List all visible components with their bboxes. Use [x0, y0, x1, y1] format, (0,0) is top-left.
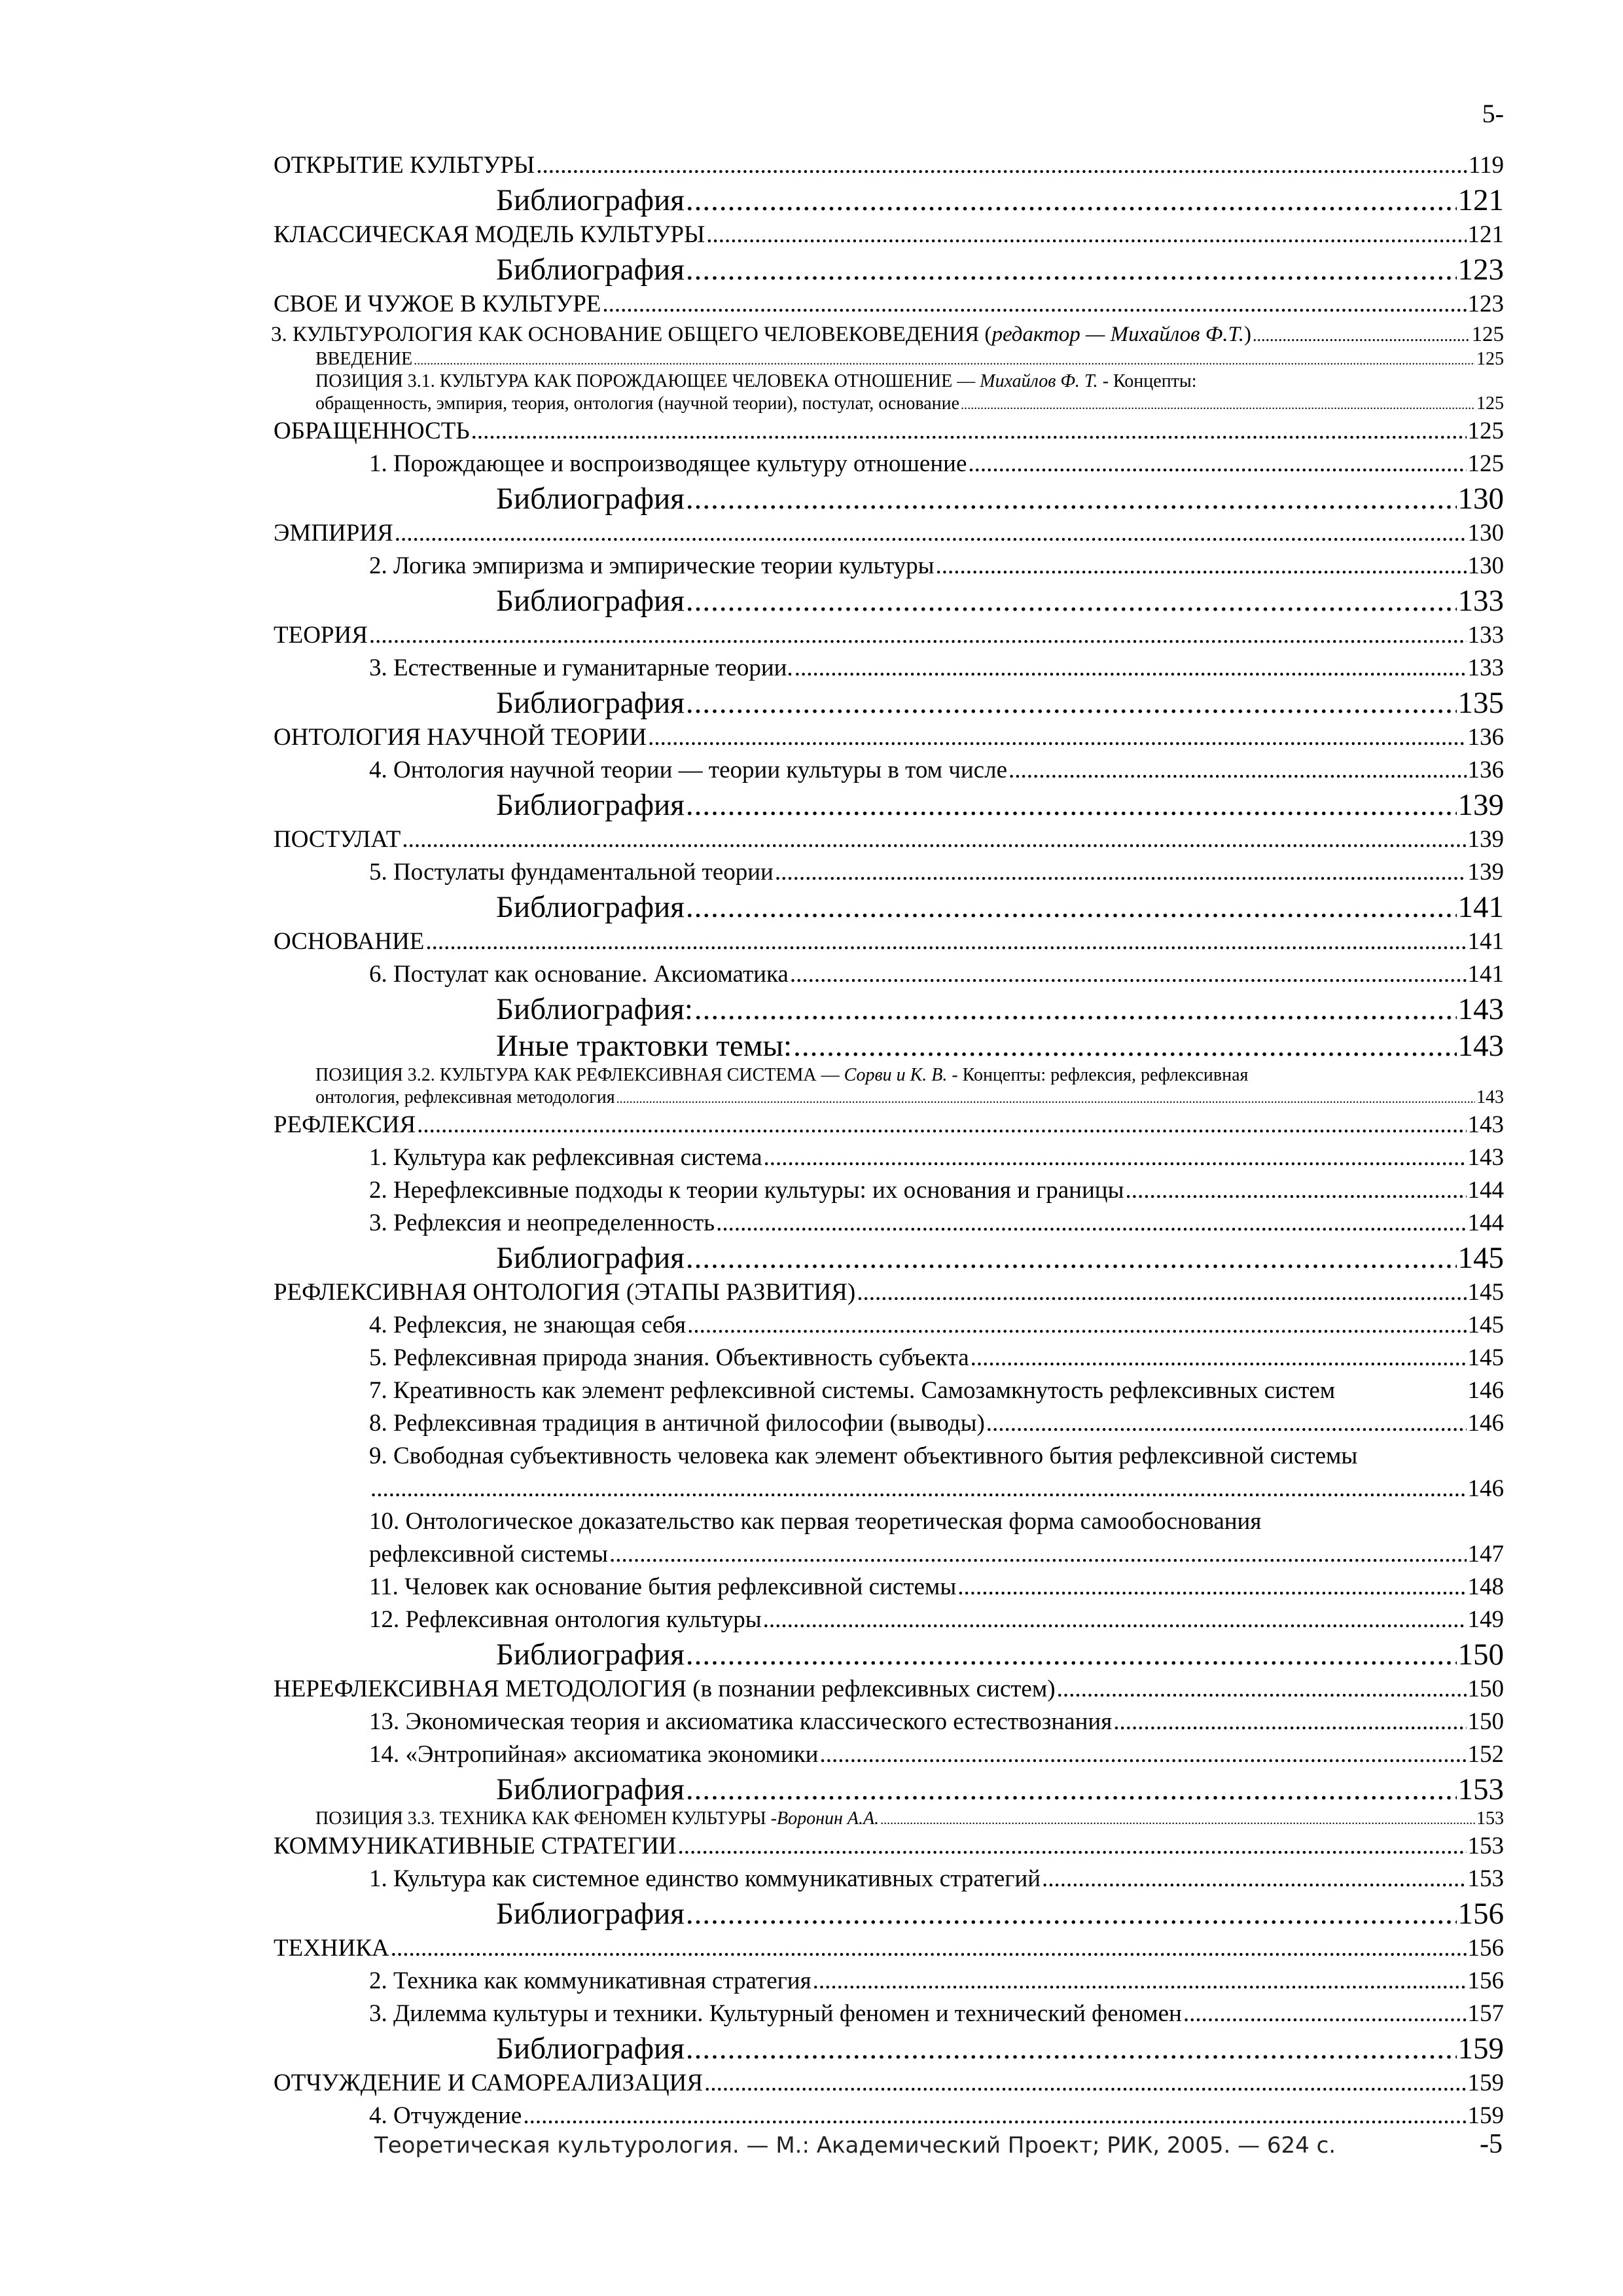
toc-entry[interactable] — [274, 1141, 1504, 1174]
toc-entry-title: ОТКРЫТИЕ КУЛЬТУРЫ — [274, 152, 535, 179]
toc-entry-page: 156 — [1467, 1967, 1504, 1994]
dot-leader — [369, 619, 1467, 652]
toc-entry-title: ТЕОРИЯ — [274, 622, 368, 649]
dot-leader — [694, 991, 1457, 1028]
toc-entry[interactable] — [274, 2067, 1504, 2100]
toc-entry[interactable] — [274, 1771, 1504, 1808]
dot-leader — [686, 1636, 1457, 1673]
toc-entry-title: Библиография — [496, 1241, 685, 1275]
toc-entry-title: Библиография — [496, 482, 685, 516]
toc-entry-page: 143 — [1457, 1029, 1504, 1063]
toc-entry-title: ПОЗИЦИЯ 3.1. КУЛЬТУРА КАК ПОРОЖДАЮЩЕЕ ЧЕЛОВЕКА ОТНОШЕНИЕ — Михайлов Ф. Т. - Концепты: — [315, 371, 1197, 391]
toc-entry[interactable] — [274, 652, 1504, 685]
toc-entry-page: 159 — [1457, 2032, 1504, 2066]
toc-entry[interactable] — [274, 619, 1504, 652]
toc-entry[interactable] — [274, 2100, 1504, 2132]
dot-leader — [686, 480, 1457, 517]
toc-entry-title: онтология, рефлексивная методология — [315, 1087, 615, 1107]
toc-entry-title: рефлексивной системы — [369, 1541, 608, 1568]
dot-leader — [370, 1473, 1467, 1505]
toc-entry-page: 139 — [1457, 788, 1504, 822]
dot-leader — [471, 415, 1467, 448]
dot-leader — [686, 1895, 1457, 1932]
toc-entry-page: 119 — [1468, 152, 1504, 179]
toc-entry-page: 150 — [1457, 1638, 1504, 1672]
toc-entry-title: обращенность, эмпирия, теория, онтология (научной теории), постулат, основание — [315, 393, 960, 414]
toc-entry-title: Библиография — [496, 686, 685, 720]
toc-entry-page: 141 — [1457, 890, 1504, 924]
dot-leader — [686, 787, 1457, 823]
dot-leader — [1253, 322, 1470, 350]
toc-entry[interactable] — [274, 1538, 1504, 1571]
toc-entry-title: 5. Рефлексивная природа знания. Объективность субъекта — [369, 1344, 969, 1371]
toc-entry-title: НЕРЕФЛЕКСИВНАЯ МЕТОДОЛОГИЯ (в познании рефлексивных систем) — [274, 1676, 1056, 1702]
toc-entry[interactable] — [274, 1738, 1504, 1771]
toc-entry[interactable] — [274, 1808, 1504, 1830]
toc-entry-page: 153 — [1476, 1808, 1504, 1829]
toc-entry[interactable] — [274, 1086, 1504, 1109]
toc-entry[interactable] — [274, 1505, 1504, 1538]
toc-entry-page: 133 — [1467, 655, 1504, 681]
footer-citation: Теоретическая культурология. — М.: Академический Проект; РИК, 2005. — 624 с. — [374, 2132, 1336, 2159]
toc-entry-page: 123 — [1457, 253, 1504, 287]
dot-leader — [414, 350, 1475, 372]
dot-leader — [616, 1088, 1475, 1110]
toc-entry-title: 13. Экономическая теория и аксиоматика классического естествознания — [369, 1708, 1113, 1735]
dot-leader — [968, 448, 1466, 480]
toc-entry-page: 133 — [1457, 584, 1504, 618]
dot-leader — [763, 1604, 1467, 1636]
toc-entry[interactable] — [274, 721, 1504, 754]
header-page-number: 5- — [1482, 99, 1504, 128]
dot-leader — [986, 1407, 1467, 1440]
dot-leader — [602, 288, 1466, 321]
toc-entry-title: 2. Логика эмпиризма и эмпирические теории культуры — [369, 552, 935, 579]
dot-leader — [609, 1538, 1467, 1571]
dot-leader — [961, 394, 1475, 416]
dot-leader — [813, 1965, 1467, 1998]
toc-entry-title: РЕФЛЕКСИВНАЯ ОНТОЛОГИЯ (ЭТАПЫ РАЗВИТИЯ) — [274, 1279, 856, 1306]
toc-entry-page: 149 — [1467, 1606, 1504, 1633]
toc-entry[interactable] — [274, 550, 1504, 583]
toc-entry-title: ОСНОВАНИЕ — [274, 928, 425, 955]
toc-entry[interactable] — [274, 1207, 1504, 1240]
toc-entry-page: 133 — [1467, 622, 1504, 649]
toc-entry-title: Библиография — [496, 253, 685, 287]
dot-leader — [417, 1109, 1466, 1141]
toc-entry[interactable] — [274, 370, 1504, 393]
toc-entry[interactable] — [274, 1276, 1504, 1309]
toc-entry[interactable] — [274, 480, 1504, 517]
toc-entry-page: 153 — [1467, 1833, 1504, 1859]
toc-entry[interactable] — [274, 1473, 1504, 1505]
toc-entry-title: Иные трактовки темы: — [496, 1029, 793, 1063]
toc-entry[interactable] — [274, 288, 1504, 321]
dot-leader — [395, 517, 1467, 550]
dot-leader — [957, 1571, 1466, 1604]
dot-leader — [391, 1932, 1467, 1965]
dot-leader — [1183, 1998, 1467, 2030]
toc-entry-title: ОНТОЛОГИЯ НАУЧНОЙ ТЕОРИИ — [274, 724, 647, 751]
toc-entry[interactable] — [274, 1636, 1504, 1673]
toc-entry-page: 144 — [1467, 1210, 1504, 1236]
toc-entry-title: 1. Порождающее и воспроизводящее культуру отношение — [369, 450, 967, 477]
toc-entry[interactable] — [274, 1895, 1504, 1932]
dot-leader — [857, 1276, 1466, 1309]
toc-entry-title: КОММУНИКАТИВНЫЕ СТРАТЕГИИ — [274, 1833, 677, 1859]
toc-entry-page: 130 — [1467, 520, 1504, 547]
toc-entry-title: РЕФЛЕКСИЯ — [274, 1111, 416, 1138]
toc-entry-title: 4. Рефлексия, не знающая себя — [369, 1312, 687, 1338]
toc-entry[interactable] — [274, 149, 1504, 182]
toc-entry-title: 7. Креативность как элемент рефлексивной системы. Самозамкнутость рефлексивных систем — [369, 1377, 1336, 1404]
dot-leader — [686, 1771, 1457, 1808]
toc-entry-page: 147 — [1467, 1541, 1504, 1568]
toc-entry-page: 150 — [1467, 1708, 1504, 1735]
toc-entry-title: 2. Нерефлексивные подходы к теории культуры: их основания и границы — [369, 1177, 1124, 1204]
toc-entry-title: Библиография — [496, 1897, 685, 1931]
toc-entry[interactable] — [274, 1028, 1504, 1064]
toc-entry-title: 2. Техника как коммуникативная стратегия — [369, 1967, 812, 1994]
dot-leader — [686, 1240, 1457, 1276]
toc-entry-title: 5. Постулаты фундаментальной теории — [369, 859, 774, 886]
toc-entry-title: 10. Онтологическое доказательство как первая теоретическая форма самообоснования — [369, 1508, 1262, 1535]
dot-leader — [686, 251, 1457, 288]
dot-leader — [716, 1207, 1466, 1240]
toc-entry-page: 139 — [1467, 826, 1504, 853]
dot-leader — [793, 1028, 1456, 1064]
toc-entry-page: 123 — [1467, 291, 1504, 317]
toc-entry[interactable] — [274, 1571, 1504, 1604]
toc-entry-page: 144 — [1467, 1177, 1504, 1204]
toc-entry[interactable] — [274, 1407, 1504, 1440]
toc-entry-page: 143 — [1467, 1111, 1504, 1138]
toc-entry-title: 12. Рефлексивная онтология культуры — [369, 1606, 762, 1633]
dot-leader — [880, 1809, 1475, 1831]
toc-entry-page: 130 — [1457, 482, 1504, 516]
toc-entry-title: СВОЕ И ЧУЖОЕ В КУЛЬТУРЕ — [274, 291, 601, 317]
toc-entry-title: ПОСТУЛАТ — [274, 826, 401, 853]
toc-entry-title: Библиография — [496, 788, 685, 822]
toc-entry[interactable] — [274, 1673, 1504, 1706]
toc-entry[interactable] — [271, 321, 1504, 348]
toc-entry[interactable] — [274, 1965, 1504, 1998]
dot-leader — [1113, 1706, 1466, 1738]
dot-leader — [523, 2100, 1466, 2132]
toc-entry-title: 4. Отчуждение — [369, 2102, 522, 2129]
toc-entry[interactable] — [274, 1863, 1504, 1895]
toc-entry-title: Библиография — [496, 584, 685, 618]
toc-entry[interactable] — [274, 958, 1504, 991]
toc-entry[interactable] — [274, 1309, 1504, 1342]
toc-entry-title: ПОЗИЦИЯ 3.3. ТЕХНИКА КАК ФЕНОМЕН КУЛЬТУРЫ -Воронин А.А. — [315, 1808, 880, 1829]
toc-entry[interactable] — [274, 448, 1504, 480]
toc-entry-title: ОТЧУЖДЕНИЕ И САМОРЕАЛИЗАЦИЯ — [274, 2070, 704, 2096]
toc-entry-title: Библиография — [496, 1772, 685, 1806]
toc-entry-page: 141 — [1467, 961, 1504, 988]
toc-entry[interactable] — [274, 1342, 1504, 1374]
dot-leader — [971, 1342, 1467, 1374]
toc-entry[interactable] — [274, 1604, 1504, 1636]
dot-leader — [1057, 1673, 1467, 1706]
toc-entry-title: 8. Рефлексивная традиция в античной философии (выводы) — [369, 1410, 985, 1437]
dot-leader — [686, 182, 1457, 219]
toc-entry[interactable] — [274, 219, 1504, 251]
toc-entry[interactable] — [274, 1706, 1504, 1738]
toc-entry-title: Библиография — [496, 2032, 685, 2066]
toc-entry-page: 135 — [1457, 686, 1504, 720]
toc-entry-page: 125 — [1476, 349, 1504, 369]
toc-entry-page: 159 — [1467, 2070, 1504, 2096]
toc-entry-title: КЛАССИЧЕСКАЯ МОДЕЛЬ КУЛЬТУРЫ — [274, 221, 705, 248]
toc-entry-title: 3. Рефлексия и неопределенность — [369, 1210, 715, 1236]
dot-leader — [1125, 1174, 1466, 1207]
dot-leader — [402, 823, 1466, 856]
toc-entry-page: 143 — [1476, 1087, 1504, 1107]
toc-entry[interactable] — [274, 925, 1504, 958]
toc-entry[interactable] — [274, 787, 1504, 823]
toc-entry-title: 9. Свободная субъективность человека как элемент объективного бытия рефлексивной системы — [369, 1443, 1358, 1469]
dot-leader — [820, 1738, 1467, 1771]
toc-entry-page: 141 — [1467, 928, 1504, 955]
toc-entry[interactable] — [274, 517, 1504, 550]
toc-entry-page: 143 — [1457, 992, 1504, 1026]
dot-leader — [936, 550, 1467, 583]
toc-entry[interactable] — [274, 685, 1504, 721]
toc-entry[interactable] — [274, 889, 1504, 925]
dot-leader — [686, 889, 1457, 925]
toc-entry-title: Библиография — [496, 183, 685, 217]
toc-entry-title: 3. Естественные и гуманитарные теории. — [369, 655, 793, 681]
table-of-contents — [271, 149, 1504, 2132]
toc-entry-title: 3. Дилемма культуры и техники. Культурный феномен и технический феномен — [369, 2000, 1182, 2027]
dot-leader — [775, 856, 1467, 889]
toc-entry-title: Библиография — [496, 890, 685, 924]
dot-leader — [686, 583, 1457, 619]
toc-entry[interactable] — [274, 251, 1504, 288]
toc-entry[interactable] — [274, 1064, 1504, 1086]
toc-entry[interactable] — [274, 991, 1504, 1028]
toc-entry-title: 6. Постулат как основание. Аксиоматика — [369, 961, 789, 988]
toc-entry-title: 1. Культура как рефлексивная система — [369, 1144, 762, 1171]
toc-entry[interactable] — [274, 1932, 1504, 1965]
dot-leader — [686, 2030, 1457, 2067]
toc-entry-title: ВВЕДЕНИЕ — [315, 349, 413, 369]
toc-entry-page: 125 — [1467, 418, 1504, 444]
dot-leader — [648, 721, 1466, 754]
toc-entry-title: 3. КУЛЬТУРОЛОГИЯ КАК ОСНОВАНИЕ ОБЩЕГО ЧЕЛОВЕКОВЕДЕНИЯ (редактор — Михайлов Ф.Т.) — [271, 323, 1252, 346]
toc-entry-title: ОБРАЩЕННОСТЬ — [274, 418, 470, 444]
toc-entry[interactable] — [274, 415, 1504, 448]
toc-entry-page: 145 — [1467, 1279, 1504, 1306]
toc-entry-page: 146 — [1467, 1377, 1504, 1404]
dot-leader — [686, 685, 1457, 721]
toc-entry-title: 11. Человек как основание бытия рефлексивной системы — [369, 1573, 957, 1600]
toc-entry[interactable] — [274, 393, 1504, 415]
toc-entry[interactable] — [274, 1998, 1504, 2030]
dot-leader — [687, 1309, 1466, 1342]
toc-entry[interactable] — [274, 348, 1504, 370]
toc-entry-page: 157 — [1467, 2000, 1504, 2027]
toc-entry-page: 159 — [1467, 2102, 1504, 2129]
toc-entry[interactable] — [274, 1830, 1504, 1863]
toc-entry-page: 152 — [1467, 1741, 1504, 1768]
toc-entry[interactable] — [274, 856, 1504, 889]
toc-entry-page: 153 — [1457, 1772, 1504, 1806]
toc-entry-page: 136 — [1467, 757, 1504, 783]
toc-entry-page: 146 — [1467, 1475, 1504, 1502]
toc-entry-page: 143 — [1467, 1144, 1504, 1171]
toc-entry[interactable] — [274, 583, 1504, 619]
toc-entry-title: ПОЗИЦИЯ 3.2. КУЛЬТУРА КАК РЕФЛЕКСИВНАЯ СИСТЕМА — Сорви и К. В. - Концепты: рефлексия, рефлексивная — [315, 1065, 1249, 1085]
toc-entry[interactable] — [274, 1174, 1504, 1207]
dot-leader — [794, 652, 1467, 685]
toc-entry-page: 146 — [1467, 1410, 1504, 1437]
toc-entry-title: 1. Культура как системное единство коммуникативных стратегий — [369, 1865, 1041, 1892]
toc-entry-page: 148 — [1467, 1573, 1504, 1600]
toc-entry-page: 156 — [1457, 1897, 1504, 1931]
toc-entry-page: 125 — [1467, 450, 1504, 477]
dot-leader — [706, 219, 1466, 251]
dot-leader — [1008, 754, 1467, 787]
toc-entry-page: 125 — [1476, 393, 1504, 414]
toc-entry-title: 4. Онтология научной теории — теории культуры в том числе — [369, 757, 1007, 783]
toc-entry-page: 125 — [1471, 323, 1504, 346]
dot-leader — [678, 1830, 1467, 1863]
dot-leader — [704, 2067, 1466, 2100]
toc-entry-page: 145 — [1467, 1344, 1504, 1371]
toc-entry-page: 121 — [1467, 221, 1504, 248]
toc-entry-page: 145 — [1467, 1312, 1504, 1338]
toc-entry[interactable] — [274, 1109, 1504, 1141]
toc-entry-title: Библиография: — [496, 992, 693, 1026]
toc-entry-title: Библиография — [496, 1638, 685, 1672]
toc-entry[interactable] — [274, 1374, 1504, 1407]
toc-entry-title: ЭМПИРИЯ — [274, 520, 393, 547]
dot-leader — [536, 149, 1467, 182]
dot-leader — [790, 958, 1467, 991]
toc-entry-page: 150 — [1467, 1676, 1504, 1702]
toc-entry-title: 14. «Энтропийная» аксиоматика экономики — [369, 1741, 819, 1768]
toc-entry-page: 145 — [1457, 1241, 1504, 1275]
toc-entry-page: 153 — [1467, 1865, 1504, 1892]
toc-entry-title: ТЕХНИКА — [274, 1935, 389, 1962]
dot-leader — [425, 925, 1466, 958]
dot-leader — [1042, 1863, 1466, 1895]
toc-entry-page: 130 — [1467, 552, 1504, 579]
toc-entry-page: 139 — [1467, 859, 1504, 886]
dot-leader — [764, 1141, 1467, 1174]
toc-entry-page: 156 — [1467, 1935, 1504, 1962]
toc-entry[interactable] — [274, 1440, 1504, 1473]
toc-entry[interactable] — [274, 1240, 1504, 1276]
toc-entry[interactable] — [274, 823, 1504, 856]
footer-page-number: -5 — [1480, 2129, 1503, 2159]
toc-entry[interactable] — [274, 754, 1504, 787]
toc-entry[interactable] — [274, 182, 1504, 219]
toc-entry-page: 121 — [1457, 183, 1504, 217]
toc-entry-page: 136 — [1467, 724, 1504, 751]
toc-entry[interactable] — [274, 2030, 1504, 2067]
